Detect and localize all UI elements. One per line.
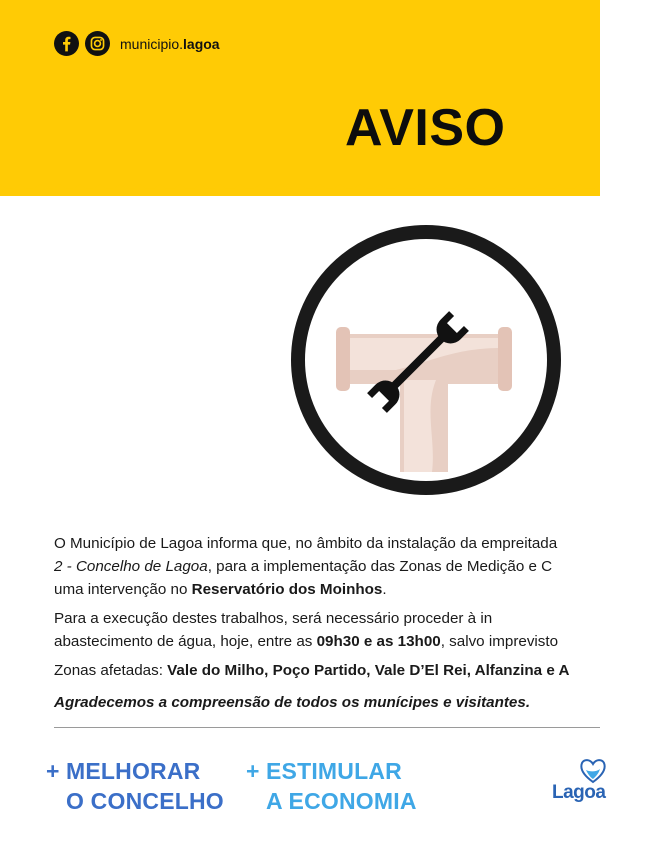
page-title: AVISO xyxy=(345,99,506,157)
lagoa-logo: Lagoa xyxy=(552,756,612,808)
social-bar xyxy=(54,31,220,56)
wave-divider xyxy=(0,178,600,200)
slogan-estimular: + ESTIMULAR A ECONOMIA xyxy=(246,758,417,814)
thanks-message: Agradecemos a compreensão de todos os munícipes e visitantes. xyxy=(54,694,531,711)
pipe-wrench-icon xyxy=(286,220,566,500)
heart-icon xyxy=(578,756,608,784)
paragraph-intro: O Município de Lagoa informa que, no âmbito da instalação da empreitada xyxy=(54,535,558,552)
instagram-icon[interactable] xyxy=(85,31,110,56)
social-handle[interactable]: municipio.lagoa xyxy=(120,35,220,52)
paragraph-schedule: Para a execução destes trabalhos, será necessário proceder à in xyxy=(54,610,493,627)
divider xyxy=(54,727,600,728)
notice-body: O Município de Lagoa informa que, no âmbito da instalação da empreitada 2 - Concelho de Lagoa, para a implementação das Zonas de Medição e C uma intervenção no Reservatório dos Moinhos. Para a execução destes trabalhos, será necessário proceder à in abastecimento de água, hoje, entre as 09h30 e as 13h00, salvo imprevisto Zonas afetadas: Vale do Milho, Poço Partido, Vale D’El Rei, Alfanzina e A Agradecemos a compreensão de todos os munícipes e visitantes. xyxy=(54,532,654,714)
paragraph-affected-zones: Zonas afetadas: Vale do Milho, Poço Partido, Vale D’El Rei, Alfanzina e A xyxy=(54,662,570,679)
header-band xyxy=(0,0,600,196)
facebook-icon[interactable] xyxy=(54,31,79,56)
slogan-melhorar: + MELHORAR O CONCELHO xyxy=(46,758,224,814)
